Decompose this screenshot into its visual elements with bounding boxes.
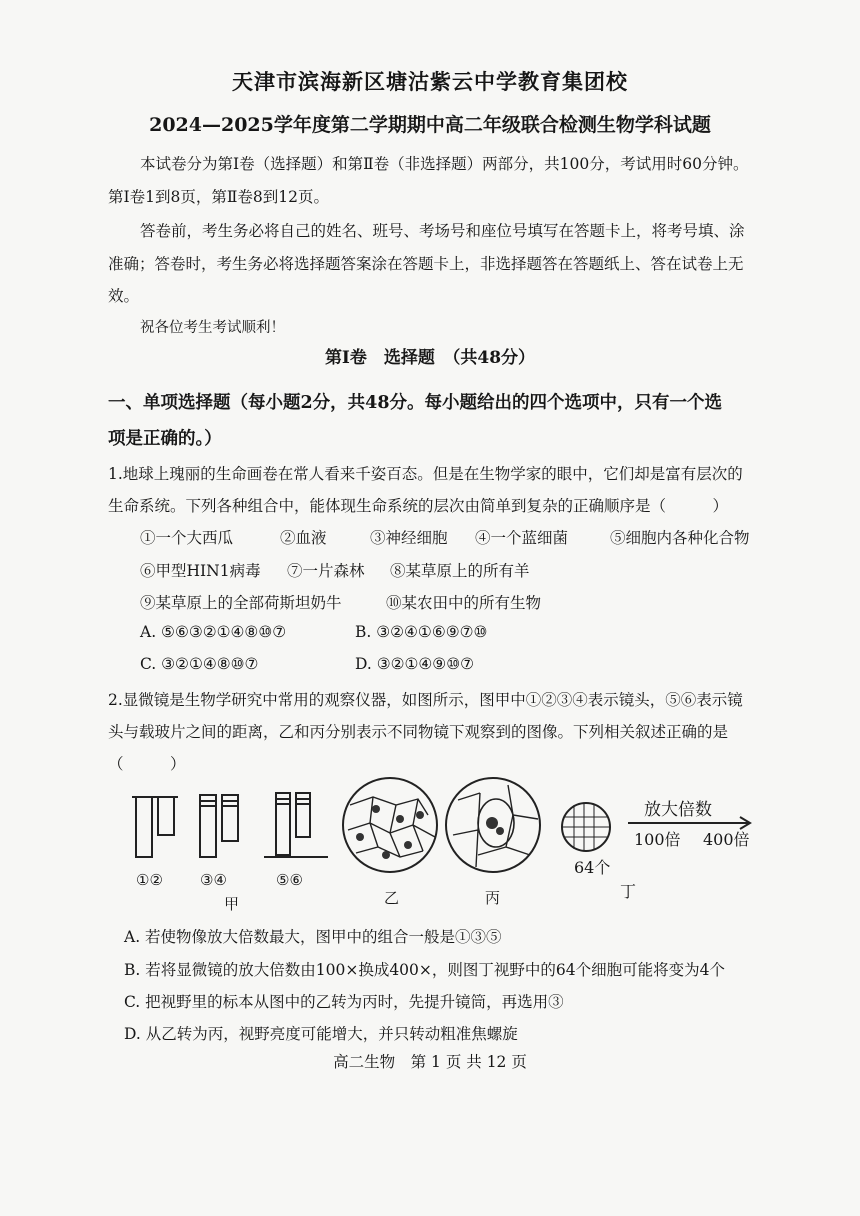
- eyepiece-short-icon: [158, 797, 174, 835]
- label-mag-high: 400倍: [703, 830, 750, 849]
- intro-line: 第Ⅰ卷1到8页，第Ⅱ卷8到12页。: [108, 188, 329, 206]
- q2-stem: （ ）: [108, 755, 186, 773]
- intro-line: 答卷前，考生务必将自己的姓名、班号、考场号和座位号填写在答题卡上，将考号填、涂: [140, 222, 745, 240]
- q1-item: ③神经细胞: [370, 529, 448, 547]
- q1-item: ②血液: [280, 529, 327, 547]
- exam-title: 2024—2025学年度第二学期期中高二年级联合检测生物学科试题: [149, 114, 711, 136]
- objective-long-icon: [200, 795, 216, 857]
- q1-item: ⑥甲型HIN1病毒: [140, 562, 261, 580]
- q2-option-c: C. 把视野里的标本从图中的乙转为丙时，先提升镜筒，再选用③: [124, 993, 564, 1011]
- q1-item: ④一个蓝细菌: [475, 529, 569, 547]
- q1-stem: 生命系统。下列各种组合中，能体现生命系统的层次由简单到复杂的正确顺序是（ ）: [108, 497, 729, 515]
- label-bing: 丙: [485, 889, 501, 907]
- part-heading: 一、单项选择题（每小题2分，共48分。每小题给出的四个选项中，只有一个选: [108, 393, 723, 413]
- q1-option-b: B. ③②④①⑥⑨⑦⑩: [355, 623, 488, 641]
- wish-line: 祝各位考生考试顺利！: [140, 320, 285, 336]
- label-dist-56: ⑤⑥: [276, 871, 303, 889]
- view-yi-icon: [343, 778, 437, 872]
- q2-option-b: B. 若将显微镜的放大倍数由100×换成400×，则图丁视野中的64个细胞可能将变为4个: [124, 961, 725, 979]
- q1-item: ⑦一片森林: [287, 562, 365, 580]
- objective-over-slide-icon: [276, 793, 290, 855]
- q2-stem: 2.显微镜是生物学研究中常用的观察仪器，如图所示，图甲中①②③④表示镜头，⑤⑥表示镜: [108, 691, 743, 709]
- q1-item: ⑧某草原上的所有羊: [390, 562, 530, 580]
- q1-option-d: D. ③②①④⑨⑩⑦: [355, 655, 474, 673]
- q1-option-a: A. ⑤⑥③②①④⑧⑩⑦: [140, 623, 287, 641]
- q1-item: ①一个大西瓜: [140, 529, 234, 547]
- q1-item: ⑤细胞内各种化合物: [610, 529, 750, 547]
- microscope-figure: [128, 775, 778, 915]
- label-magnification: 放大倍数: [644, 800, 712, 820]
- label-lens-34: ③④: [200, 871, 227, 889]
- label-jia: 甲: [224, 895, 240, 913]
- eyepiece-long-icon: [136, 797, 152, 857]
- q1-option-c: C. ③②①④⑧⑩⑦: [140, 655, 259, 673]
- label-yi: 乙: [384, 889, 400, 907]
- part-heading: 项是正确的。）: [108, 429, 222, 449]
- label-mag-low: 100倍: [634, 830, 681, 849]
- q2-option-a: A. 若使物像放大倍数最大，图甲中的组合一般是①③⑤: [124, 928, 502, 946]
- label-cell-count: 64个: [574, 858, 611, 877]
- q1-item: ⑩某农田中的所有生物: [386, 594, 542, 612]
- label-ding: 丁: [620, 882, 637, 901]
- q2-option-d: D. 从乙转为丙，视野亮度可能增大，并只转动粗准焦螺旋: [124, 1025, 518, 1043]
- section-heading: 第Ⅰ卷 选择题 （共48分）: [324, 348, 536, 368]
- page-footer: 高二生物 第 1 页 共 12 页: [333, 1053, 527, 1071]
- q1-item: ⑨某草原上的全部荷斯坦奶牛: [140, 594, 342, 612]
- intro-line: 本试卷分为第Ⅰ卷（选择题）和第Ⅱ卷（非选择题）两部分，共100分，考试用时60分钟。: [140, 155, 749, 173]
- intro-line: 准确；答卷时，考生务必将选择题答案涂在答题卡上，非选择题答在答题纸上、答在试卷上无: [108, 255, 744, 273]
- q1-stem: 1.地球上瑰丽的生命画卷在常人看来千姿百态。但是在生物学家的眼中，它们却是富有层次的: [108, 465, 743, 483]
- q2-stem: 头与载玻片之间的距离，乙和丙分别表示不同物镜下观察到的图像。下列相关叙述正确的是: [108, 723, 729, 741]
- school-title: 天津市滨海新区塘沽紫云中学教育集团校: [232, 69, 628, 94]
- intro-line: 效。: [108, 287, 140, 305]
- label-lens-12: ①②: [136, 871, 163, 889]
